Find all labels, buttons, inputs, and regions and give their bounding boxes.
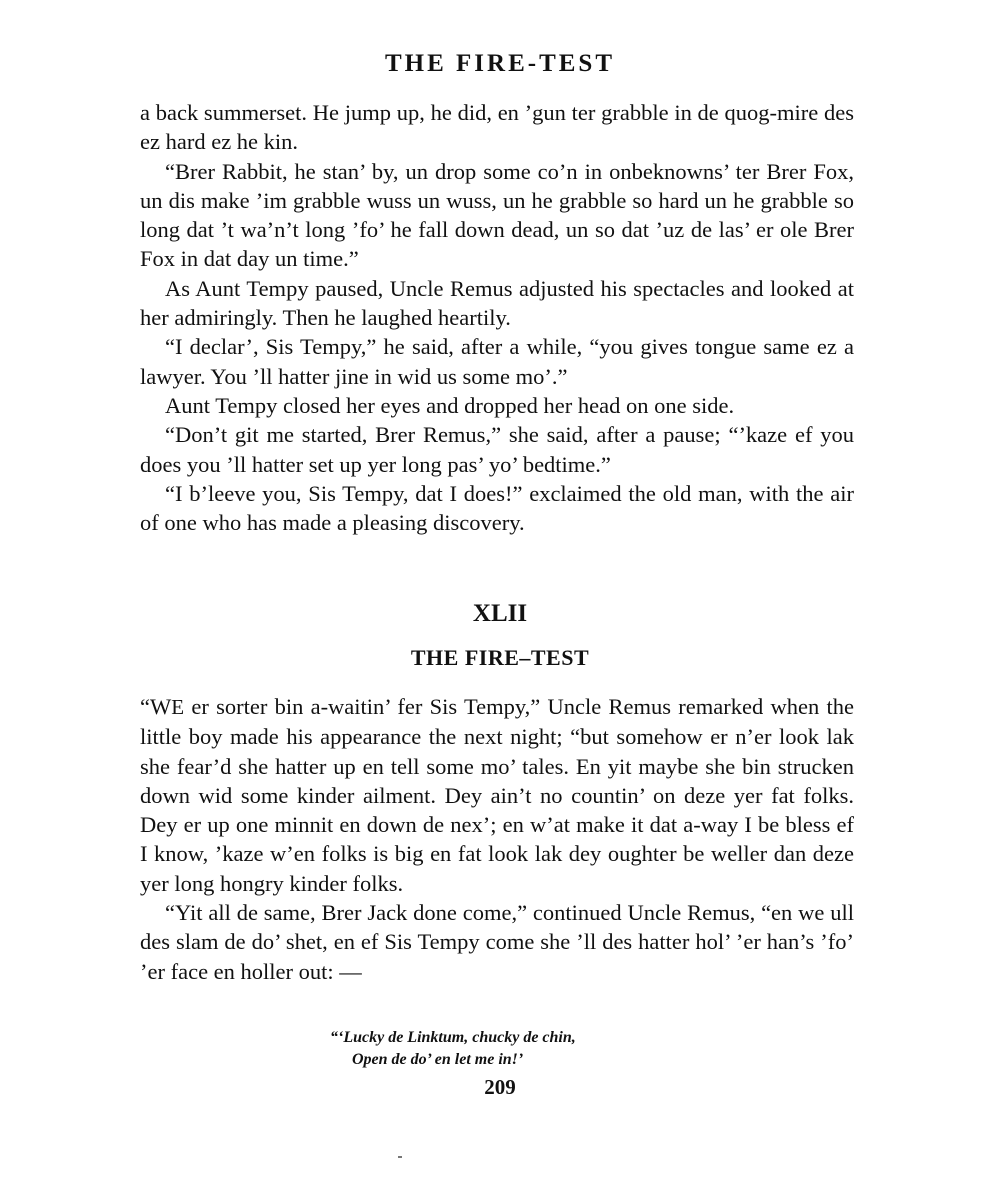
- paragraph: “I declar’, Sis Tempy,” he said, after a while, “you gives tongue same ez a lawyer. You ’ll hatter jine in wid us some mo’.”: [140, 334, 854, 389]
- paragraph: As Aunt Tempy paused, Uncle Remus adjusted his spectacles and looked at her admiringly. Then he laughed heartily.: [140, 275, 854, 331]
- chapter-number: XLII: [472, 600, 528, 627]
- paragraph: “Yit all de same, Brer Jack done come,” continued Uncle Remus, “en we ull des slam de do’ shet, en ef Sis Tempy come she ’ll des hatter hol’ ’er han’s ’fo’ ’er face en holler out: —: [140, 900, 854, 984]
- paragraph: “Brer Rabbit, he stan’ by, un drop some co’n in onbeknowns’ ter Brer Fox, un dis make ’im grabble wuss un wuss, un he grabble so hard un he grabble so long dat ’t wa’n’t long ’fo’ he fall down dead, un so dat ’uz de las’ er ole Brer Fox in dat day un time.”: [140, 158, 854, 272]
- opening-initial: W: [150, 694, 172, 719]
- verse-line: Open de do’ en let me in!’: [352, 1051, 524, 1068]
- paragraph: a back summerset. He jump up, he did, en ’gun ter grabble in de quog-mire des ez hard ez he kin.: [140, 100, 854, 155]
- chapter-title: THE FIRE–TEST: [410, 645, 590, 670]
- scan-speck: [398, 1156, 402, 1158]
- chapter-text: [140, 692, 854, 986]
- paragraph-text: er sorter bin a-waitin’ fer Sis Tempy,” Uncle Remus remarked when the little boy made his appearance the next night; “but somehow er n’er look lak she fear’d she hatter up en tell some mo’ tales. En yit maybe she bin strucken down wid some kinder ailment. Dey ain’t no countin’ on deze yer fat folks. Dey er up one minnit en down de nex’; en w’at make it dat a-way I be bless ef I know, ’kaze w’en folks is big en fat look lak dey oughter be weller dan deze yer long hongry kinder folks.: [140, 694, 854, 896]
- continued-text: [140, 98, 854, 537]
- opening-quote: “: [140, 694, 150, 719]
- running-head: THE FIRE-TEST: [384, 50, 616, 77]
- page-number: 209: [484, 1075, 516, 1099]
- paragraph: “I b’leeve you, Sis Tempy, dat I does!” exclaimed the old man, with the air of one who has made a pleasing discovery.: [140, 480, 854, 536]
- verse-line: “‘Lucky de Linktum, chucky de chin,: [330, 1029, 576, 1046]
- opening-small-cap: E: [171, 695, 185, 719]
- chapter-opening-paragraph: [140, 692, 854, 898]
- verse: [330, 1027, 690, 1071]
- paragraph: “Don’t git me started, Brer Remus,” she said, after a pause; “’kaze ef you does you ’ll hatter set up yer long pas’ yo’ bedtime.”: [140, 422, 854, 477]
- paragraph: Aunt Tempy closed her eyes and dropped her head on one side.: [165, 392, 735, 418]
